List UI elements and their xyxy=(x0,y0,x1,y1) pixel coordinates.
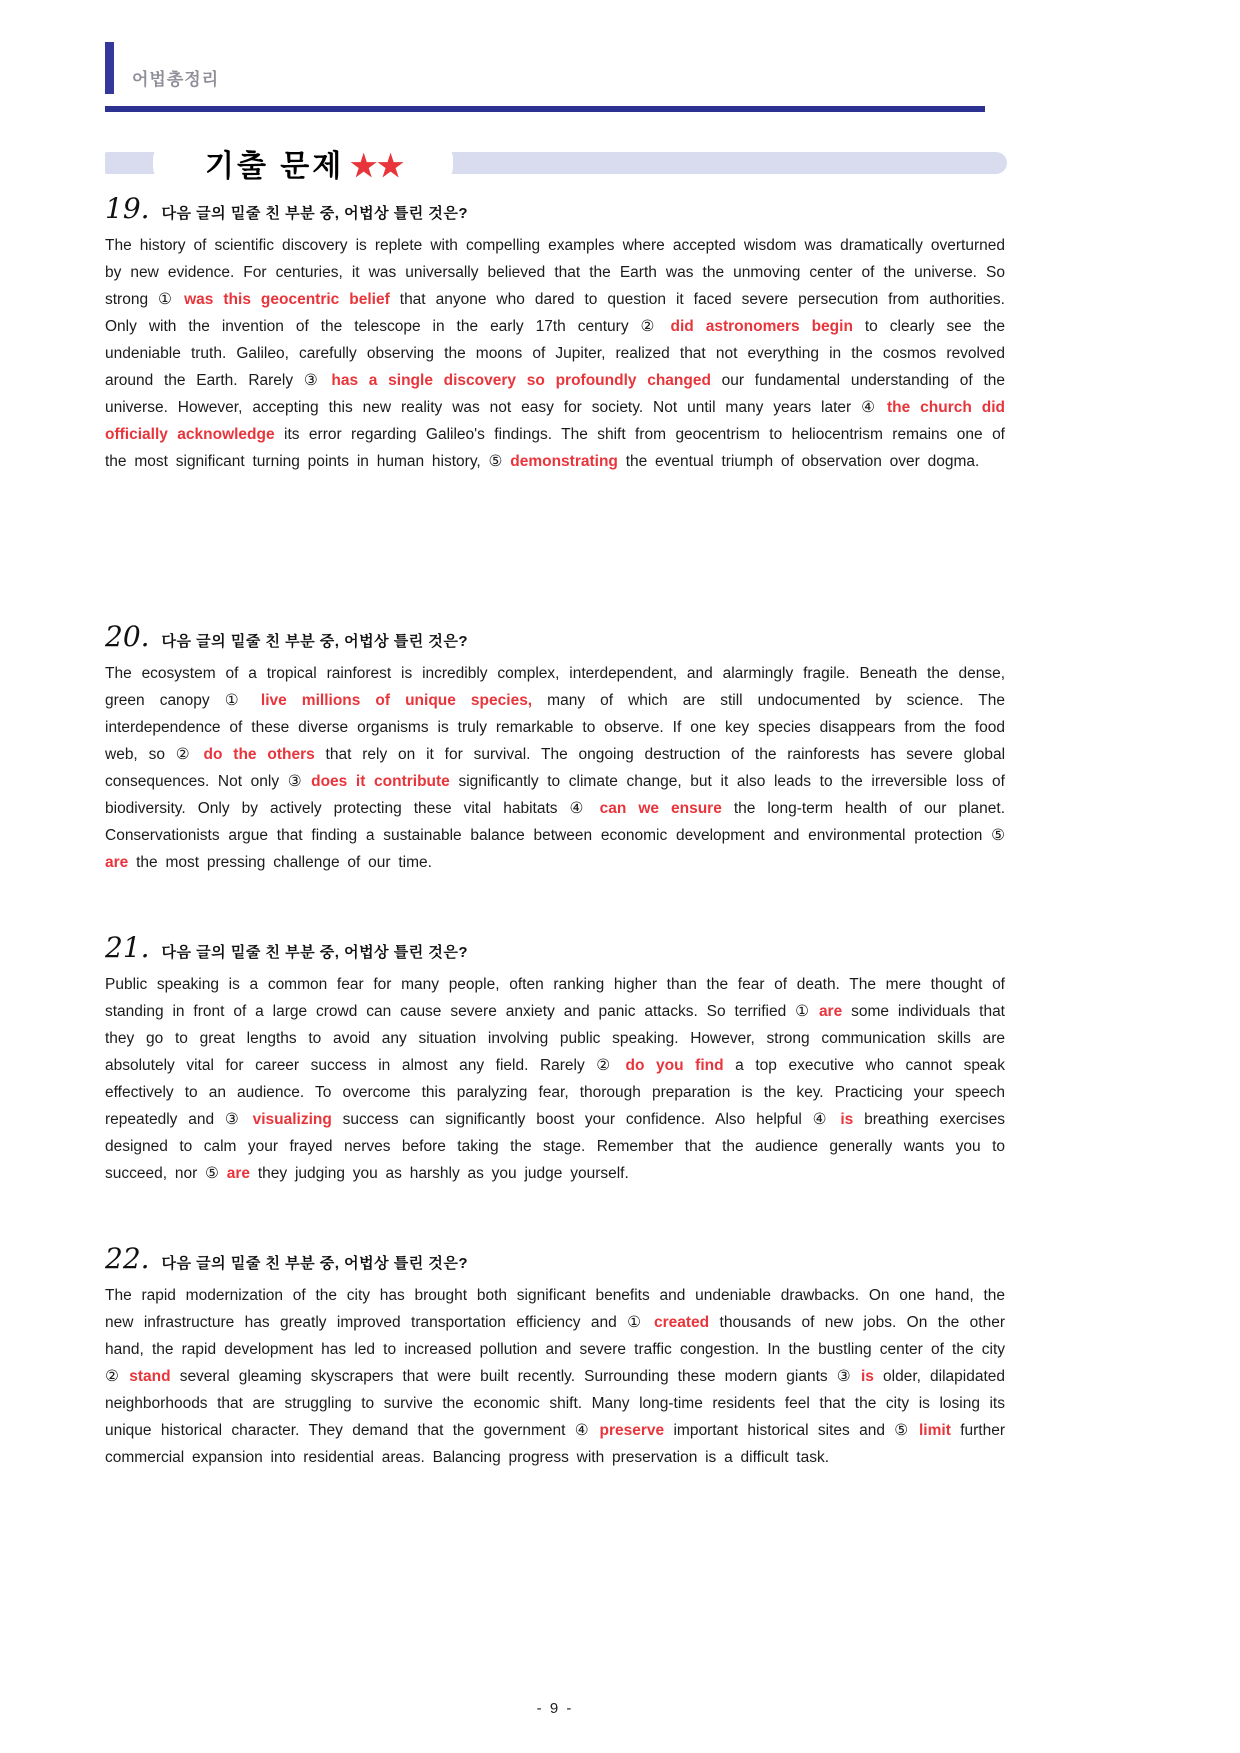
grammar-choice-highlight: demonstrating xyxy=(510,453,618,470)
question-prompt: 다음 글의 밑줄 친 부분 중, 어법상 틀린 것은? xyxy=(161,944,469,961)
question-number: 19. xyxy=(105,192,150,225)
grammar-choice-highlight: the church did officially acknowledge xyxy=(105,399,1005,443)
grammar-choice-highlight: was this geocentric belief xyxy=(184,291,390,308)
page-content xyxy=(0,42,1240,1471)
passage-text: older, dilapidated neighborhoods that are struggling to survive the economic shift. Many long-time residents feel that the city is losing its unique historical character. They demand that the government ④ xyxy=(105,1368,1005,1439)
question-19-passage xyxy=(105,232,1005,475)
questions-area xyxy=(105,192,1006,1471)
grammar-choice-highlight: do you find xyxy=(625,1057,724,1074)
grammar-choice-highlight: are xyxy=(105,854,129,871)
grammar-choice-highlight: did astronomers begin xyxy=(670,318,853,335)
question-prompt: 다음 글의 밑줄 친 부분 중, 어법상 틀린 것은? xyxy=(161,205,469,222)
passage-text: that rely on it for survival. The ongoing destruction of the rainforests has severe global consequences. Not only ③ xyxy=(105,746,1006,790)
passage-text: the most pressing challenge of our time. xyxy=(128,854,432,871)
passage-text: further commercial expansion into residential areas. Balancing progress with preservation is a difficult task. xyxy=(105,1422,1005,1466)
passage-text: the eventual triumph of observation over dogma. xyxy=(617,453,980,470)
header-accent-bar xyxy=(105,42,114,94)
grammar-choice-highlight: does it contribute xyxy=(311,773,450,790)
grammar-choice-highlight: live millions of unique species, xyxy=(260,692,533,709)
grammar-choice-highlight: stand xyxy=(129,1368,171,1385)
grammar-choice-highlight: preserve xyxy=(599,1422,665,1439)
question-19-header xyxy=(105,192,1005,225)
passage-text: to clearly see the undeniable truth. Galileo, carefully observing the moons of Jupiter, realized that not everything in the cosmos revolved around the Earth. Rarely ③ xyxy=(105,318,1005,389)
grammar-choice-highlight: has a single discovery so profoundly changed xyxy=(331,372,711,389)
document-header xyxy=(105,42,1005,94)
passage-text: that anyone who dared to question it faced severe persecution from authorities. Only with the invention of the telescope in the early 17th century ② xyxy=(105,291,1005,335)
question-21-passage xyxy=(105,971,1005,1187)
grammar-choice-highlight: is xyxy=(840,1111,854,1128)
question-number: 22. xyxy=(105,1242,150,1275)
passage-text: some individuals that they go to great lengths to avoid any situation involving public speaking. However, strong communication skills are absolutely vital for career success in almost any field. Rarely ② xyxy=(105,1003,1005,1074)
passage-text: The history of scientific discovery is replete with compelling examples where accepted wisdom was dramatically overturned by new evidence. For centuries, it was universally believed that the Earth was the unmoving center of the universe. So strong ① xyxy=(105,237,1005,308)
passage-text: our fundamental understanding of the universe. However, accepting this new reality was not easy for society. Not until many years later ④ xyxy=(105,372,1005,416)
question-number: 20. xyxy=(105,620,150,653)
passage-text: a top executive who cannot speak effectively to an audience. To overcome this paralyzing fear, thorough preparation is the key. Practicing your speech repeatedly and ③ xyxy=(105,1057,1005,1128)
question-22-passage xyxy=(105,1282,1005,1471)
question-20-header xyxy=(105,620,1005,653)
grammar-choice-highlight: limit xyxy=(919,1422,951,1439)
passage-text: Public speaking is a common fear for many people, often ranking higher than the fear of death. The mere thought of standing in front of a large crowd can cause severe anxiety and panic attacks. So terrified ① xyxy=(105,976,1005,1020)
question-22-header xyxy=(105,1242,1005,1275)
passage-text: The rapid modernization of the city has brought both significant benefits and undeniable drawbacks. On one hand, the new infrastructure has greatly improved transportation efficiency and ① xyxy=(105,1287,1005,1331)
exam-questions-banner xyxy=(105,145,1005,181)
passage-text: The ecosystem of a tropical rainforest is incredibly complex, interdependent, and alarmingly fragile. Beneath the dense, green canopy ① xyxy=(105,665,1005,709)
passage-text: they judging you as harshly as you judge yourself. xyxy=(250,1165,629,1182)
grammar-choice-highlight: can we ensure xyxy=(599,800,722,817)
passage-text: its error regarding Galileo's findings. The shift from geocentrism to heliocentrism remains one of the most significant turning points in human history, ⑤ xyxy=(105,426,1005,470)
question-prompt: 다음 글의 밑줄 친 부분 중, 어법상 틀린 것은? xyxy=(161,1255,469,1272)
question-20 xyxy=(105,620,1006,876)
passage-text: the long-term health of our planet. Conservationists argue that finding a sustainable balance between economic development and environmental protection ⑤ xyxy=(105,800,1005,844)
document-title: 어법총정리 xyxy=(132,70,220,89)
grammar-choice-highlight: are xyxy=(226,1165,251,1182)
passage-text: significantly to climate change, but it also leads to the irreversible loss of biodiversity. Only by actively protecting these vital habitats ④ xyxy=(105,773,1005,817)
difficulty-stars: ★★ xyxy=(350,150,405,183)
question-21-header xyxy=(105,931,1005,964)
banner-title xyxy=(205,141,404,185)
question-19 xyxy=(105,192,1005,475)
header-divider xyxy=(105,106,985,112)
question-number: 21. xyxy=(105,931,150,964)
banner-title-text: 기출 문제 xyxy=(205,150,345,183)
grammar-choice-highlight: do the others xyxy=(203,746,315,763)
grammar-choice-highlight: visualizing xyxy=(252,1111,332,1128)
question-20-passage xyxy=(105,660,1005,876)
passage-text: important historical sites and ⑤ xyxy=(664,1422,919,1439)
grammar-choice-highlight: is xyxy=(861,1368,874,1385)
page-number: - 9 - xyxy=(536,1700,574,1717)
question-21 xyxy=(105,931,1005,1187)
grammar-choice-highlight: created xyxy=(654,1314,710,1331)
passage-text: thousands of new jobs. On the other hand, the rapid development has led to increased pollution and severe traffic congestion. In the bustling center of the city ② xyxy=(105,1314,1005,1385)
passage-text: many of which are still undocumented by science. The interdependence of these diverse organisms is truly remarkable to observe. If one key species disappears from the food web, so ② xyxy=(105,692,1005,763)
passage-text: several gleaming skyscrapers that were built recently. Surrounding these modern giants ③ xyxy=(170,1368,861,1385)
question-22 xyxy=(105,1242,1005,1471)
grammar-choice-highlight: are xyxy=(818,1003,843,1020)
passage-text: success can significantly boost your confidence. Also helpful ④ xyxy=(331,1111,841,1128)
passage-text: breathing exercises designed to calm your frayed nerves before taking the stage. Remember that the audience generally wants you to succeed, nor ⑤ xyxy=(105,1111,1005,1182)
question-prompt: 다음 글의 밑줄 친 부분 중, 어법상 틀린 것은? xyxy=(161,633,469,650)
